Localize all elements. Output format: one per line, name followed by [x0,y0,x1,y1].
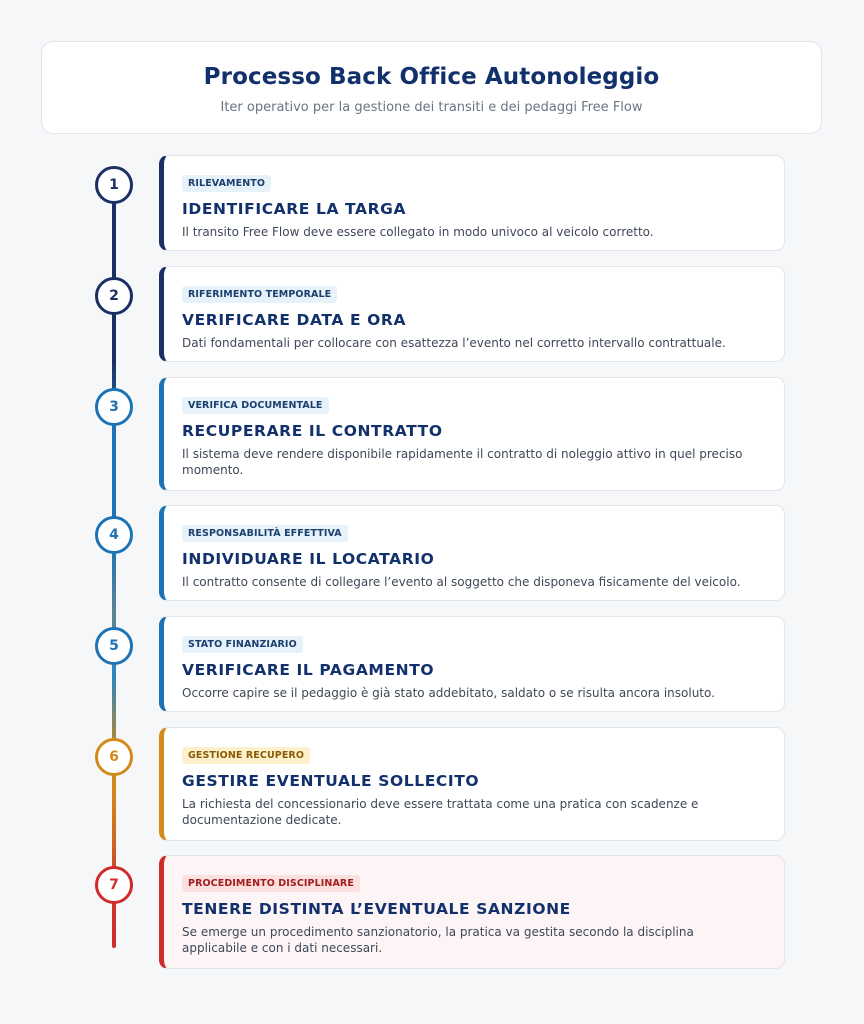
step-description: Se emerge un procedimento sanzionatorio, la pratica va gestita secondo la disciplina applicabile e con i dati necessari. [182,925,694,955]
step-badge: STATO FINANZIARIO [182,636,303,653]
step-title: VERIFICARE DATA E ORA [182,311,407,329]
step-number-5: 5 [95,627,133,665]
step-badge: PROCEDIMENTO DISCIPLINARE [182,875,360,892]
step-description: Occorre capire se il pedaggio è già stato addebitato, saldato o se risulta ancora insoluto. [182,686,715,700]
step-number-7: 7 [95,866,133,904]
header-card [41,41,822,134]
step-title: GESTIRE EVENTUALE SOLLECITO [182,772,480,790]
step-card-2 [159,266,785,362]
step-description: Dati fondamentali per collocare con esattezza l’evento nel corretto intervallo contrattuale. [182,336,726,350]
step-card-3 [159,377,785,491]
step-badge: VERIFICA DOCUMENTALE [182,397,329,414]
step-card-6 [159,727,785,841]
step-title: VERIFICARE IL PAGAMENTO [182,661,435,679]
step-badge: RIFERIMENTO TEMPORALE [182,286,337,303]
step-number-6: 6 [95,738,133,776]
step-card-4 [159,505,785,601]
step-description: La richiesta del concessionario deve essere trattata come una pratica con scadenze e documentazione dedicate. [182,797,699,827]
step-number-1: 1 [95,166,133,204]
page-title: Processo Back Office Autonoleggio [203,64,660,90]
step-description: Il sistema deve rendere disponibile rapidamente il contratto di noleggio attivo in quel preciso momento. [182,447,743,477]
step-title: RECUPERARE IL CONTRATTO [182,422,443,440]
step-badge: GESTIONE RECUPERO [182,747,310,764]
step-card-7 [159,855,785,969]
step-title: IDENTIFICARE LA TARGA [182,200,407,218]
step-badge: RILEVAMENTO [182,175,271,192]
page-subtitle: Iter operativo per la gestione dei transiti e dei pedaggi Free Flow [220,100,643,115]
step-title: TENERE DISTINTA L’EVENTUALE SANZIONE [182,900,571,918]
step-card-5 [159,616,785,712]
step-description: Il transito Free Flow deve essere collegato in modo univoco al veicolo corretto. [182,225,654,239]
step-title: INDIVIDUARE IL LOCATARIO [182,550,435,568]
step-number-3: 3 [95,388,133,426]
step-card-1 [159,155,785,251]
step-number-2: 2 [95,277,133,315]
step-number-4: 4 [95,516,133,554]
step-description: Il contratto consente di collegare l’evento al soggetto che disponeva fisicamente del veicolo. [182,575,741,589]
step-badge: RESPONSABILITÀ EFFETTIVA [182,525,348,542]
